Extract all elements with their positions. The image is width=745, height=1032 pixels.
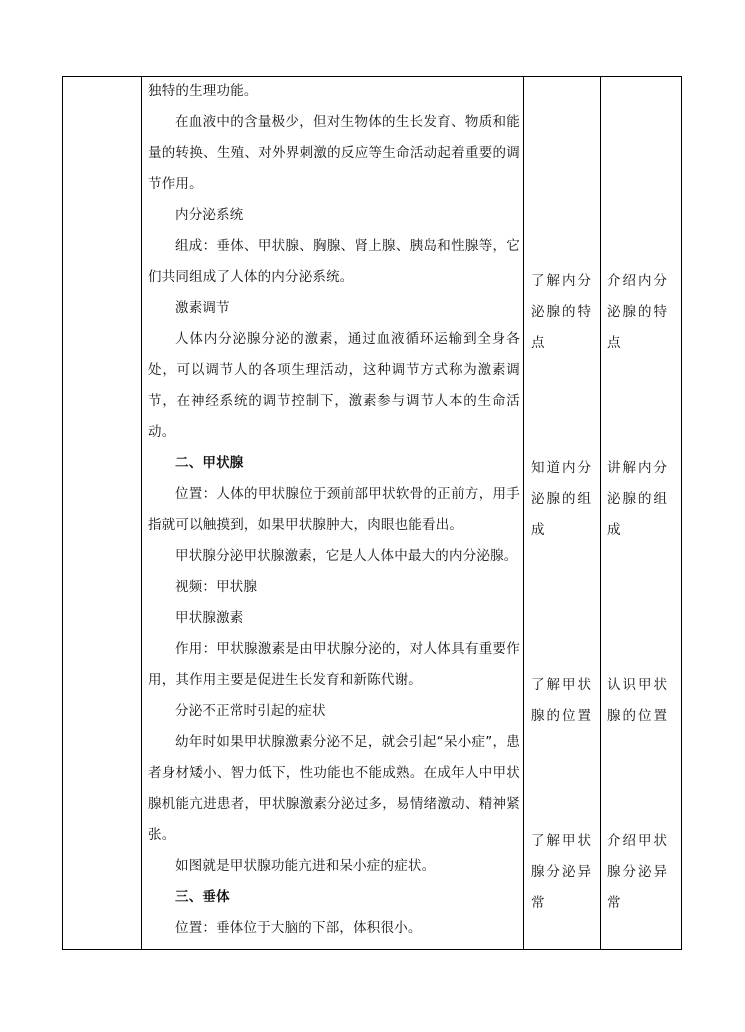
- paragraph: 位置：垂体位于大脑的下部，体积很小。: [175, 920, 422, 936]
- paragraph: 位置：人体的甲状腺位于颈前部甲状软骨的正前方，用手指就可以触摸到，如果甲状腺肿大，肉眼也能看出。: [148, 486, 520, 533]
- section-heading: 三、垂体: [175, 889, 230, 905]
- student-activity-cell: 了解甲状腺分泌异常: [531, 833, 593, 911]
- teacher-activity-cell: 认识甲状腺的位置: [607, 677, 669, 724]
- student-activity-cell: 了解内分泌腺的特点: [531, 273, 593, 351]
- column-divider: [141, 77, 142, 949]
- paragraph: 在血液中的含量极少，但对生物体的生长发育、物质和能量的转换、生殖、对外界刺激的反应等生命活动起着重要的调节作用。: [148, 114, 520, 192]
- video-label: 视频：甲状腺: [175, 579, 258, 595]
- section-heading: 二、甲状腺: [175, 455, 244, 471]
- column-divider: [523, 77, 524, 949]
- student-activity-cell: 知道内分泌腺的组成: [531, 460, 593, 538]
- teacher-activity-cell: 介绍甲状腺分泌异常: [607, 833, 669, 911]
- paragraph: 独特的生理功能。: [148, 83, 258, 99]
- subheading: 激素调节: [175, 300, 230, 316]
- subheading: 内分泌系统: [175, 207, 244, 223]
- student-activity-cell: 了解甲状腺的位置: [531, 677, 593, 724]
- paragraph: 组成：垂体、甲状腺、胸腺、肾上腺、胰岛和性腺等，它们共同组成了人体的内分泌系统。: [148, 238, 520, 285]
- teacher-activity-cell: 介绍内分泌腺的特点: [607, 273, 669, 351]
- paragraph: 如图就是甲状腺功能亢进和呆小症的症状。: [175, 858, 436, 874]
- teaching-content: [148, 76, 520, 944]
- teacher-activity-cell: 讲解内分泌腺的组成: [607, 460, 669, 538]
- subheading: 甲状腺激素: [175, 610, 244, 626]
- subheading: 分泌不正常时引起的症状: [175, 703, 326, 719]
- paragraph: 作用：甲状腺激素是由甲状腺分泌的，对人体具有重要作用，其作用主要是促进生长发育和新陈代谢。: [148, 641, 520, 688]
- paragraph: 幼年时如果甲状腺激素分泌不足，就会引起“呆小症”，患者身材矮小、智力低下，性功能也不能成熟。在成年人中甲状腺机能亢进患者，甲状腺激素分泌过多，易情绪激动、精神紧张。: [148, 734, 520, 843]
- paragraph: 人体内分泌腺分泌的激素，通过血液循环运输到全身各处，可以调节人的各项生理活动，这种调节方式称为激素调节，在神经系统的调节控制下，激素参与调节人本的生命活动。: [148, 331, 520, 440]
- paragraph: 甲状腺分泌甲状腺激素，它是人人体中最大的内分泌腺。: [175, 548, 518, 564]
